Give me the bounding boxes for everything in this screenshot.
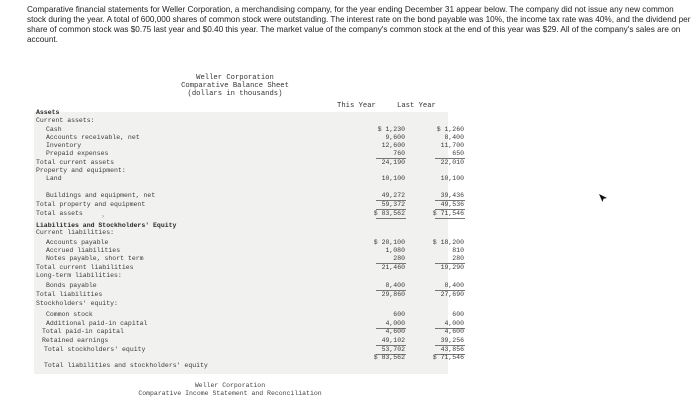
- table-row: Prepaid expenses 760 650: [46, 150, 464, 157]
- table-row: Cash $ 1,230 $ 1,260: [46, 126, 464, 133]
- table-row: Total stockholders' equity 53,702 43,856: [44, 346, 464, 353]
- table-row: Inventory 12,600 11,700: [46, 142, 464, 149]
- table-row: Accrued liabilities 1,080 810: [46, 247, 464, 254]
- income-statement-company: Weller Corporation: [194, 382, 266, 389]
- table-row: Land 10,100 10,100: [46, 175, 464, 182]
- table-row: Total paid-in capital 4,600 4,600: [42, 328, 464, 335]
- statement-units: (dollars in thousands): [187, 90, 283, 98]
- table-row: Notes payable, short term 280 280: [46, 255, 464, 262]
- company-name: Weller Corporation: [196, 74, 274, 82]
- table-row: Accounts payable $ 20,100 $ 18,200: [46, 239, 464, 246]
- table-row: Current assets:: [36, 117, 95, 124]
- table-row: Stockholders' equity:: [36, 300, 118, 307]
- income-statement-header: [130, 382, 330, 398]
- table-row: Buildings and equipment, net 49,272 39,436: [46, 192, 464, 199]
- table-row: Common stock 600 600: [46, 311, 464, 318]
- table-row: Total current liabilities 21,460 19,290: [36, 264, 464, 271]
- balance-sheet-table: [34, 109, 464, 374]
- table-row: Total liabilities and stockholders' equity $ 83,562 $ 71,546: [44, 354, 464, 369]
- table-row: Bonds payable 8,400 8,400: [46, 282, 464, 289]
- column-header-last-year: Last Year: [397, 102, 436, 110]
- table-row: Assets: [36, 109, 60, 116]
- table-row: Additional paid-in capital 4,000 4,000: [46, 320, 464, 327]
- table-row: Liabilities and Stockholders' Equity: [36, 222, 177, 229]
- table-row: Property and equipment:: [36, 167, 126, 174]
- double-underline: [376, 218, 406, 219]
- table-row: Total assets $ 83,562 $ 71,546: [36, 210, 464, 217]
- double-underline: [435, 218, 465, 219]
- table-row: Retained earnings 49,102 39,256: [42, 337, 464, 344]
- mouse-cursor-icon: [599, 194, 607, 202]
- caret-mark-icon: ›: [102, 214, 104, 220]
- table-row: Accounts receivable, net 9,600 8,400: [46, 134, 464, 141]
- income-statement-title: Comparative Income Statement and Reconciliation: [138, 390, 322, 397]
- column-header-this-year: This Year: [337, 102, 376, 110]
- table-row: Total property and equipment 59,372 49,536: [36, 201, 464, 208]
- table-row: Current liabilities:: [36, 229, 115, 236]
- table-row: Total current assets 24,190 22,010: [36, 159, 464, 166]
- table-row: Total liabilities 29,860 27,690: [36, 291, 464, 298]
- balance-sheet-header: [176, 74, 294, 98]
- problem-intro: Comparative financial statements for Weller Corporation, a merchandising company, for the year ending December 31 appear below. The company did not issue any new common stock during the year. A total of 600,000 shares of common stock were outstanding. The interest rate on the bond payable was 10%, the income tax rate was 40%, and the dividend per share of common stock was $0.75 last year and $0.40 this year. The market value of the company's common stock at the end of this year was $29. All of the company's sales are on account.: [27, 5, 691, 44]
- table-row: Long-term liabilities:: [36, 272, 122, 279]
- statement-title: Comparative Balance Sheet: [181, 82, 289, 90]
